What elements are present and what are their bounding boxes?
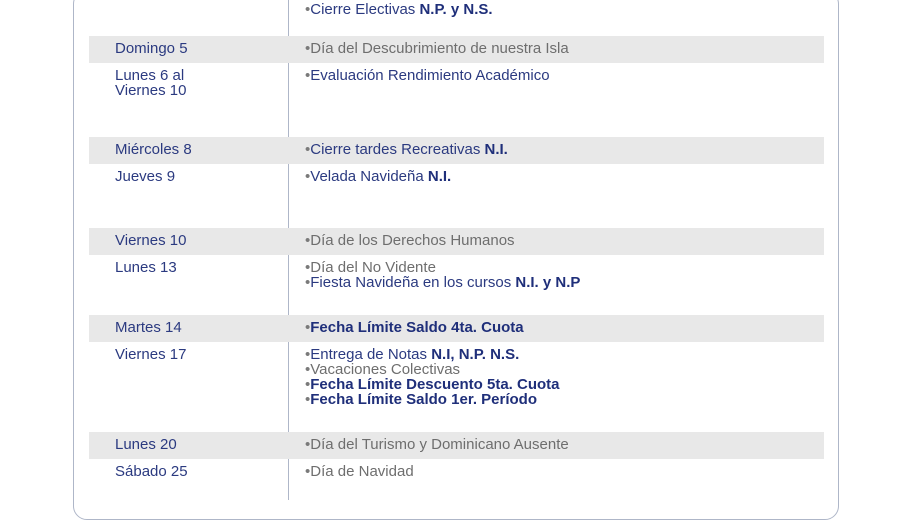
table-row [89, 342, 824, 432]
row-events [305, 320, 524, 335]
table-row [89, 228, 824, 255]
event-text: Fiesta Navideña en los cursos [310, 274, 516, 291]
row-events [305, 41, 569, 56]
event-text: Día del Turismo y Dominicano Ausente [310, 436, 569, 453]
event-levels: N.I, N.P. N.S. [431, 346, 520, 363]
bullet-icon: • [305, 361, 311, 378]
row-date: Miércoles 8 [115, 141, 192, 158]
bullet-icon: • [305, 141, 311, 158]
row-date: Jueves 9 [115, 168, 176, 185]
row-events [305, 142, 508, 157]
table-row [89, 432, 824, 459]
event-text: Fecha Límite Saldo 1er. Período [310, 391, 538, 408]
event-item [305, 392, 560, 407]
event-item [305, 233, 515, 248]
event-item [305, 68, 550, 83]
row-date [115, 68, 186, 98]
event-levels: N.I. [427, 168, 452, 185]
event-text: Cierre Electivas [310, 1, 420, 18]
table-row [89, 315, 824, 342]
row-events [305, 437, 569, 452]
event-item [305, 41, 569, 56]
event-text: Día de los Derechos Humanos [310, 232, 515, 249]
bullet-icon: • [305, 463, 311, 480]
event-levels: N.I. y N.P [515, 274, 581, 291]
table-row [89, 255, 824, 315]
table-row [89, 0, 824, 20]
bullet-icon: • [305, 67, 311, 84]
row-date: Domingo 5 [115, 40, 188, 57]
event-text: Entrega de Notas [310, 346, 432, 363]
event-levels: N.I. [484, 141, 508, 158]
event-item [305, 142, 508, 157]
bullet-icon: • [305, 259, 311, 276]
bullet-icon: • [305, 274, 311, 291]
event-item [305, 437, 569, 452]
table-row [89, 459, 824, 519]
event-item [305, 362, 560, 377]
event-text: Fecha Límite Saldo 4ta. Cuota [310, 319, 524, 336]
event-text: Día de Navidad [310, 463, 414, 480]
event-item [305, 377, 560, 392]
event-text: Día del No Vidente [310, 259, 436, 276]
row-date: Lunes 20 [115, 436, 177, 453]
table-row [89, 164, 824, 228]
row-date: Viernes 17 [115, 346, 187, 363]
bullet-icon: • [305, 168, 311, 185]
bullet-icon: • [305, 232, 311, 249]
event-item [305, 169, 451, 184]
event-text: Velada Navideña [310, 168, 428, 185]
row-date: Sábado 25 [115, 463, 188, 480]
row-events [305, 260, 580, 290]
row-date: Martes 14 [115, 319, 182, 336]
event-item [305, 320, 524, 335]
row-date-line: Lunes 6 al [115, 67, 185, 84]
event-text: Evaluación Rendimiento Académico [310, 67, 550, 84]
row-date-line: Viernes 10 [115, 82, 187, 99]
event-item [305, 260, 580, 275]
bullet-icon: • [305, 376, 311, 393]
bullet-icon: • [305, 319, 311, 336]
bullet-icon: • [305, 346, 311, 363]
event-text: Fecha Límite Descuento 5ta. Cuota [310, 376, 560, 393]
row-events [305, 2, 493, 17]
bullet-icon: • [305, 391, 311, 408]
row-date: Viernes 10 [115, 232, 187, 249]
event-item [305, 2, 493, 17]
event-item [305, 275, 580, 290]
table-row [89, 137, 824, 164]
row-events [305, 464, 414, 479]
row-events [305, 169, 451, 184]
row-date: Lunes 13 [115, 259, 177, 276]
row-events [305, 347, 560, 407]
table-row [89, 63, 824, 136]
row-events [305, 233, 515, 248]
event-text: Vacaciones Colectivas [310, 361, 461, 378]
event-item [305, 464, 414, 479]
event-text: Día del Descubrimiento de nuestra Isla [310, 40, 569, 57]
table-row [89, 36, 824, 63]
bullet-icon: • [305, 1, 311, 18]
event-levels: N.P. y N.S. [419, 1, 493, 18]
bullet-icon: • [305, 40, 311, 57]
event-text: Cierre tardes Recreativas [310, 141, 485, 158]
row-events [305, 68, 550, 83]
event-item [305, 347, 560, 362]
bullet-icon: • [305, 436, 311, 453]
